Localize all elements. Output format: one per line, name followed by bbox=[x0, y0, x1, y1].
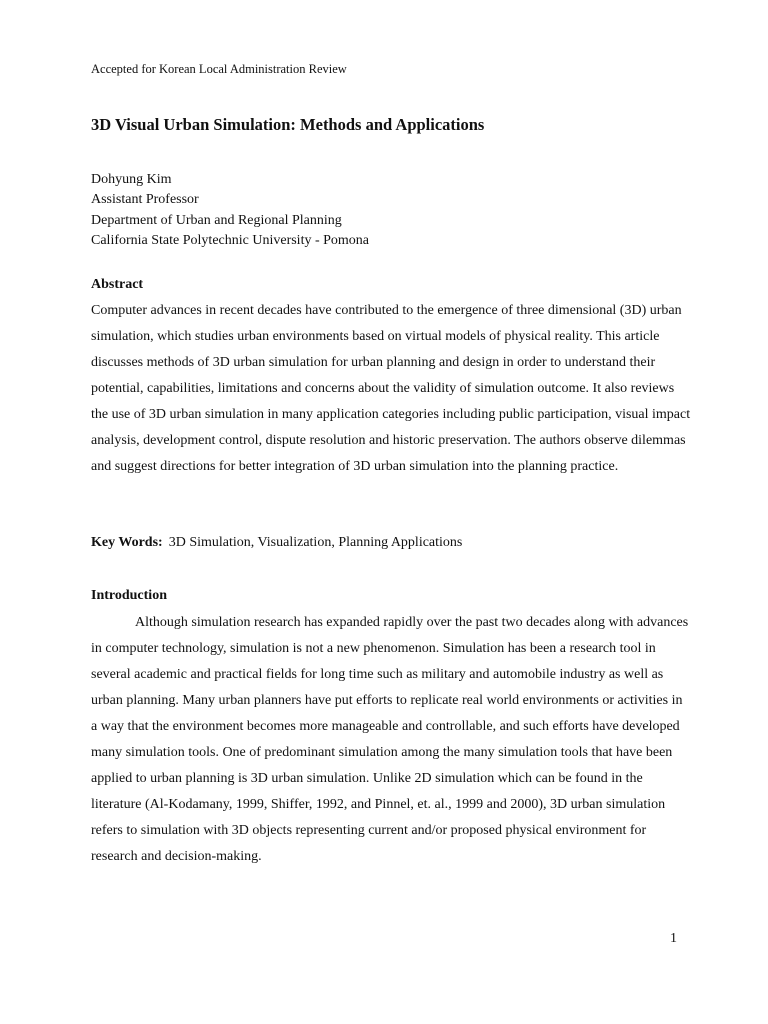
abstract-text: Computer advances in recent decades have contributed to the emergence of three dimensional (3D) urban simulation, which studies urban environments based on virtual models of physical reality. This article discusses methods of 3D urban simulation for urban planning and design in order to understand their potential, capabilities, limitations and concerns about the validity of simulation outcome. It also reviews the use of 3D urban simulation in many application categories including public participation, visual impact analysis, development control, dispute resolution and historic preservation. The authors observe dilemmas and suggest directions for better integration of 3D urban simulation into the planning practice. bbox=[91, 303, 691, 474]
keywords-label: Key Words: bbox=[91, 535, 163, 550]
paper-title: 3D Visual Urban Simulation: Methods and Applications bbox=[91, 115, 485, 134]
keywords-value: 3D Simulation, Visualization, Planning Applications bbox=[168, 535, 463, 550]
author-name: Dohyung Kim bbox=[91, 172, 172, 187]
introduction-heading: Introduction bbox=[91, 588, 167, 603]
author-position: Assistant Professor bbox=[91, 192, 199, 208]
abstract-heading: Abstract bbox=[91, 277, 144, 292]
author-department: Department of Urban and Regional Planning bbox=[91, 212, 342, 228]
keywords-line bbox=[91, 535, 462, 551]
author-block bbox=[91, 170, 369, 251]
running-head: Accepted for Korean Local Administration Review bbox=[91, 62, 347, 76]
introduction-text: Although simulation research has expanded rapidly over the past two decades along with advances in computer technology, simulation is not a new phenomenon. Simulation has been a research tool in several academic and practical fields for long time such as military and automobile industry as well as urban planning. Many urban planners have put efforts to replicate real world environments or activities in a way that the environment becomes more manageable and controllable, and such efforts have developed many simulation tools. One of predominant simulation among the many simulation tools that have been applied to urban planning is 3D urban simulation. Unlike 2D simulation which can be found in the literature (Al-Kodamany, 1999, Shiffer, 1992, and Pinnel, et. al., 1999 and 2000), 3D urban simulation refers to simulation with 3D objects representing current and/or proposed physical environment for research and decision-making. bbox=[91, 615, 689, 864]
author-institution: California State Polytechnic University - Pomona bbox=[91, 232, 370, 248]
page-number: 1 bbox=[670, 931, 677, 946]
